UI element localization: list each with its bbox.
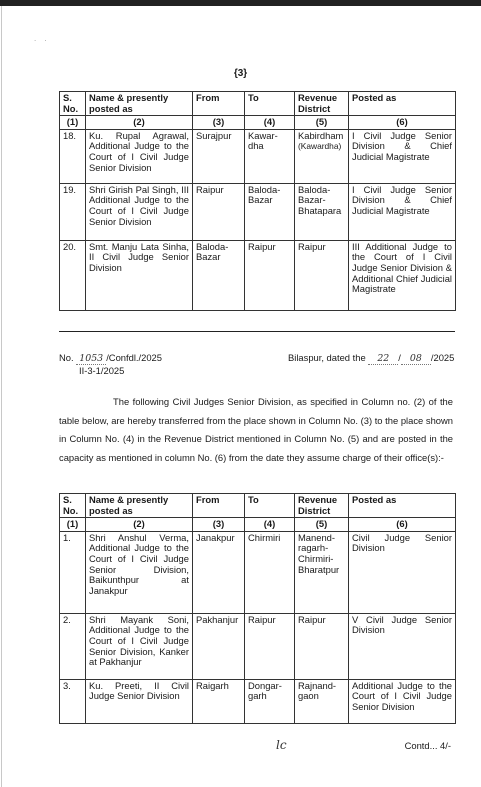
transfer-table-2 [59,493,456,724]
date-month-handwritten: 08 [401,353,431,365]
cell-from: Raigarh [193,679,245,723]
column-number: (6) [349,518,456,532]
table-row [60,531,456,613]
cell-to: Raipur [245,613,295,679]
cell-name: Smt. Manju Lata Sinha, II Civil Judge Senior Division [86,240,193,310]
cell-posted: I Civil Judge Senior Division & Chief Judicial Magistrate [349,129,456,183]
file-reference: II-3-1/2025 [79,365,125,376]
cell-name: Shri Anshul Verma, Additional Judge to the Court of I Civil Judge Senior Division, Baikunthpur at Janakpur [86,531,193,613]
table-row [60,240,456,310]
cell-district: Manend-ragarh-Chirmiri-Bharatpur [295,531,349,613]
cell-sno: 1. [60,531,86,613]
cell-posted: Additional Judge to the Court of I Civil Judge Senior Division [349,679,456,723]
cell-from: Janakpur [193,531,245,613]
cell-district: Raipur [295,240,349,310]
memo-no-handwritten: 1053 [76,353,106,365]
column-number-row [60,518,456,532]
cell-name: Ku. Preeti, II Civil Judge Senior Division [86,679,193,723]
cell-to: Baloda-Bazar [245,183,295,240]
col-header-posted: Posted as [349,494,456,518]
separator-line [59,331,455,332]
column-number: (4) [245,518,295,532]
cell-sno: 2. [60,613,86,679]
table-row [60,679,456,723]
column-number: (6) [349,116,456,130]
cell-to: Dongar-garh [245,679,295,723]
district-name: Kabirdham [298,129,344,141]
column-number: (1) [60,116,86,130]
transfer-table-1 [59,91,456,311]
col-header-district: Revenue District [295,92,349,116]
table-header-row [60,92,456,116]
cell-name: Ku. Rupal Agrawal, Additional Judge to the Court of I Civil Judge Senior Division [86,129,193,183]
table-header-row [60,494,456,518]
cell-name: Shri Mayank Soni, Additional Judge to the Court of I Civil Judge Senior Division, Kanker at Pakhanjur [86,613,193,679]
handwritten-initials: lc [276,738,287,752]
col-header-name: Name & presently posted as [86,494,193,518]
table-row [60,613,456,679]
cell-name: Shri Girish Pal Singh, III Additional Judge to the Court of I Civil Judge Senior Division [86,183,193,240]
memo-no-prefix: No. [59,352,74,363]
date-day-handwritten: 22 [368,353,398,365]
col-header-posted: Posted as [349,92,456,116]
scan-marks: . . [34,34,50,43]
memo-date: Bilaspur, dated the 22 / 08 /2025 [288,352,455,364]
district-note: (Kawardha) [298,141,342,152]
column-number: (2) [86,116,193,130]
cell-posted: III Additional Judge to the Court of I Civil Judge Senior Division & Additional Chief Judicial Magistrate [349,240,456,310]
col-header-to: To [245,494,295,518]
memo-no-suffix: /Confdl./2025 [106,352,162,363]
cell-district [295,129,349,183]
column-number: (3) [193,116,245,130]
col-header-name: Name & presently posted as [86,92,193,116]
col-header-to: To [245,92,295,116]
cell-sno: 3. [60,679,86,723]
column-number: (1) [60,518,86,532]
col-header-sno: S. No. [60,92,86,116]
cell-sno: 20. [60,240,86,310]
col-header-from: From [193,494,245,518]
col-header-sno: S. No. [60,494,86,518]
column-number-row [60,116,456,130]
cell-to: Kawar-dha [245,129,295,183]
col-header-district: Revenue District [295,494,349,518]
page-edge [1,6,2,787]
column-number: (5) [295,518,349,532]
column-number: (5) [295,116,349,130]
cell-from: Baloda-Bazar [193,240,245,310]
cell-district: Rajnand-gaon [295,679,349,723]
continued-marker: Contd... 4/- [404,740,451,751]
table-row [60,129,456,183]
cell-from: Pakhanjur [193,613,245,679]
cell-posted: Civil Judge Senior Division [349,531,456,613]
page-number: {3} [233,68,248,79]
cell-district: Baloda-Bazar-Bhatapara [295,183,349,240]
cell-posted: I Civil Judge Senior Division & Chief Judicial Magistrate [349,183,456,240]
cell-district: Raipur [295,613,349,679]
column-number: (2) [86,518,193,532]
cell-sno: 18. [60,129,86,183]
cell-from: Surajpur [193,129,245,183]
column-number: (3) [193,518,245,532]
col-header-from: From [193,92,245,116]
dated-prefix: Bilaspur, dated the [288,352,366,363]
column-number: (4) [245,116,295,130]
cell-posted: V Civil Judge Senior Division [349,613,456,679]
cell-from: Raipur [193,183,245,240]
cell-to: Raipur [245,240,295,310]
cell-sno: 19. [60,183,86,240]
date-year: /2025 [430,352,455,363]
order-paragraph: The following Civil Judges Senior Division, as specified in Column no. (2) of the table below, are hereby transferred from the place shown in Column No. (3) to the place shown in Column No. (4) in the Revenue District mentioned in Column No. (5) and are posted in the capacity as mentioned in column No. (6) from the date they assume charge of their office(s):- [59,396,453,463]
cell-to: Chirmiri [245,531,295,613]
scan-top-border [0,0,481,6]
memo-number [59,352,162,365]
table-row [60,183,456,240]
